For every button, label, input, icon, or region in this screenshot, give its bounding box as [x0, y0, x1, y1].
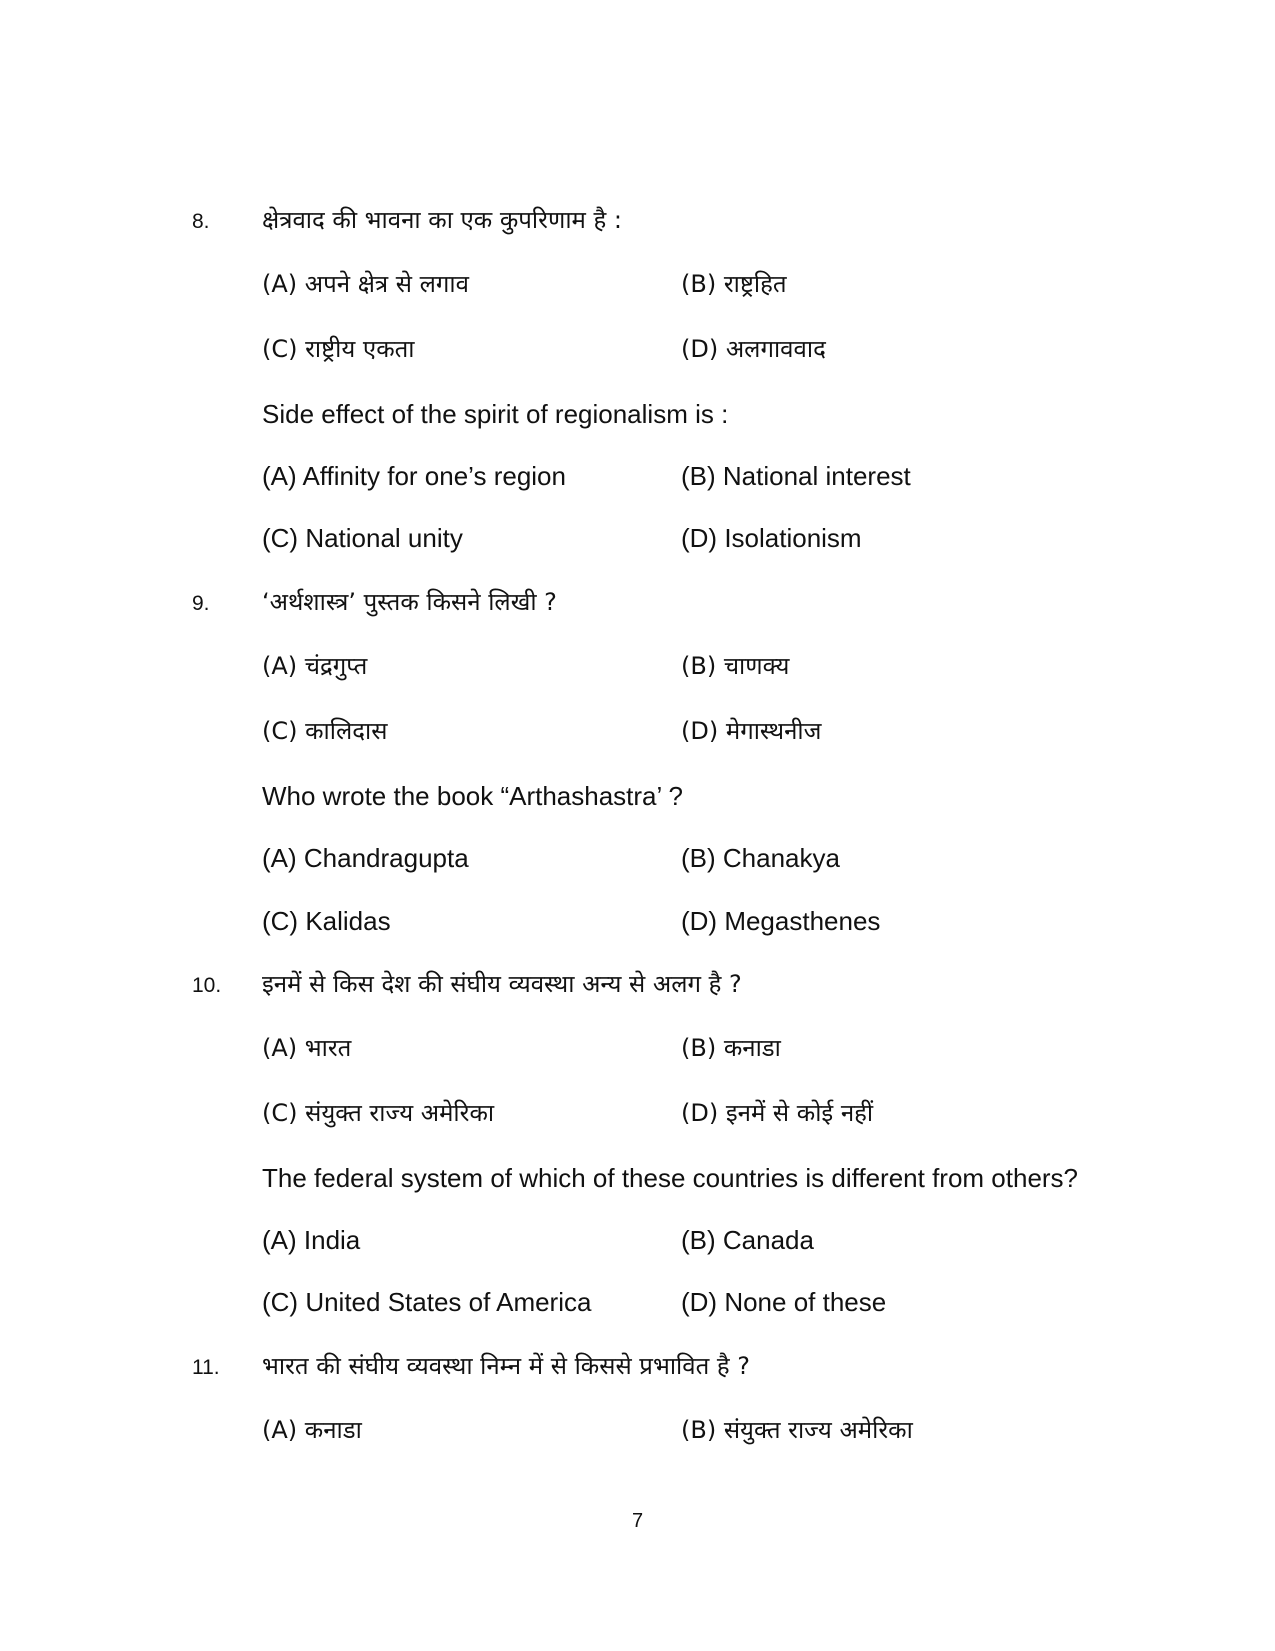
question-8-text-hindi: क्षेत्रवाद की भावना का एक कुपरिणाम है :: [262, 206, 622, 234]
question-8-option-c-english: (C) National unity: [262, 523, 463, 553]
question-10-number: 10.: [192, 974, 222, 997]
question-10-option-d-hindi: (D) इनमें से कोई नहीं: [681, 1099, 874, 1127]
question-9-option-d-english: (D) Megasthenes: [681, 906, 881, 936]
question-8-option-b-hindi: (B) राष्ट्रहित: [681, 270, 787, 298]
question-11-option-a-hindi: (A) कनाडा: [262, 1416, 362, 1444]
page-number: 7: [631, 1510, 644, 1532]
question-8-option-a-hindi: (A) अपने क्षेत्र से लगाव: [262, 270, 469, 298]
question-9-option-c-english: (C) Kalidas: [262, 906, 391, 936]
question-8-number: 8.: [192, 210, 210, 233]
question-10-option-b-english: (B) Canada: [681, 1225, 814, 1255]
question-8-option-a-english: (A) Affinity for one’s region: [262, 461, 566, 491]
question-10-option-a-english: (A) India: [262, 1225, 361, 1255]
question-9-option-c-hindi: (C) कालिदास: [262, 717, 388, 745]
question-9-text-english: Who wrote the book “Arthashastra’ ?: [262, 781, 684, 811]
question-10-option-d-english: (D) None of these: [681, 1287, 887, 1317]
question-8-option-b-english: (B) National interest: [681, 461, 911, 491]
question-11-option-b-hindi: (B) संयुक्त राज्य अमेरिका: [681, 1416, 913, 1444]
question-8-text-english: Side effect of the spirit of regionalism is :: [262, 399, 729, 429]
question-10-option-b-hindi: (B) कनाडा: [681, 1034, 781, 1062]
question-9-number: 9.: [192, 592, 210, 615]
question-9-option-a-hindi: (A) चंद्रगुप्त: [262, 652, 368, 680]
question-8-option-c-hindi: (C) राष्ट्रीय एकता: [262, 335, 415, 363]
question-10-text-english: The federal system of which of these countries is different from others?: [262, 1163, 1079, 1193]
question-11-text-hindi: भारत की संघीय व्यवस्था निम्न में से किससे प्रभावित है ?: [262, 1352, 751, 1380]
question-9-option-a-english: (A) Chandragupta: [262, 843, 469, 873]
question-10-text-hindi: इनमें से किस देश की संघीय व्यवस्था अन्य से अलग है ?: [262, 970, 742, 998]
question-10-option-c-english: (C) United States of America: [262, 1287, 592, 1317]
question-11-number: 11.: [192, 1356, 220, 1379]
question-9-option-d-hindi: (D) मेगास्थनीज: [681, 717, 822, 745]
question-9-option-b-hindi: (B) चाणक्य: [681, 652, 790, 680]
question-9-text-hindi: ‘अर्थशास्त्र’ पुस्तक किसने लिखी ?: [262, 588, 557, 616]
question-9-option-b-english: (B) Chanakya: [681, 843, 840, 873]
question-8-option-d-english: (D) Isolationism: [681, 523, 862, 553]
question-10-option-a-hindi: (A) भारत: [262, 1034, 352, 1062]
question-8-option-d-hindi: (D) अलगाववाद: [681, 335, 826, 363]
question-10-option-c-hindi: (C) संयुक्त राज्य अमेरिका: [262, 1099, 495, 1127]
